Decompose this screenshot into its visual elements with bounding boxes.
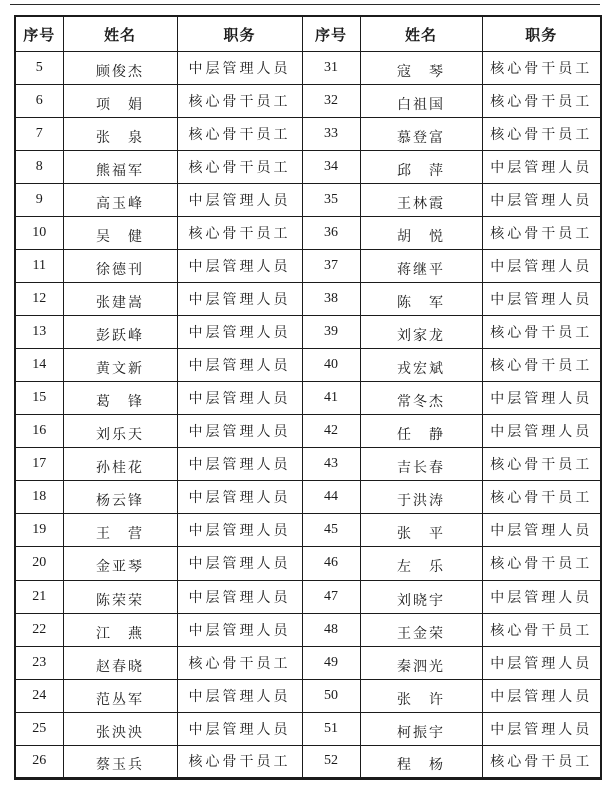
cell-serial-left: 23 [15,646,63,679]
cell-name-right: 柯振宇 [360,712,482,745]
cell-name-right: 常冬杰 [360,382,482,415]
cell-name-right: 刘晓宇 [360,580,482,613]
cell-name-left: 江 燕 [63,613,177,646]
table-row [15,316,601,349]
cell-name-right: 张 许 [360,679,482,712]
cell-serial-left: 6 [15,85,63,118]
cell-serial-right: 36 [302,217,360,250]
cell-serial-left: 5 [15,52,63,85]
cell-position-right: 核心骨干员工 [482,481,601,514]
cell-position-right: 中层管理人员 [482,679,601,712]
cell-serial-right: 52 [302,745,360,778]
cell-name-right: 程 杨 [360,745,482,778]
cell-name-left: 张 泉 [63,118,177,151]
cell-serial-left: 11 [15,250,63,283]
cell-serial-left: 19 [15,514,63,547]
cell-serial-left: 21 [15,580,63,613]
cell-position-right: 核心骨干员工 [482,613,601,646]
cell-name-left: 张建嵩 [63,283,177,316]
cell-serial-right: 34 [302,151,360,184]
cell-serial-left: 15 [15,382,63,415]
cell-position-right: 中层管理人员 [482,514,601,547]
table-row [15,547,601,580]
cell-name-left: 彭跃峰 [63,316,177,349]
cell-serial-left: 18 [15,481,63,514]
cell-serial-right: 41 [302,382,360,415]
cell-position-left: 核心骨干员工 [177,646,302,679]
cell-serial-left: 26 [15,745,63,778]
cell-name-right: 邱 萍 [360,151,482,184]
cell-position-left: 中层管理人员 [177,448,302,481]
cell-serial-right: 42 [302,415,360,448]
cell-name-left: 黄文新 [63,349,177,382]
cell-position-right: 中层管理人员 [482,712,601,745]
cell-name-left: 高玉峰 [63,184,177,217]
cell-serial-left: 8 [15,151,63,184]
cell-position-right: 中层管理人员 [482,382,601,415]
table-row [15,349,601,382]
cell-position-left: 中层管理人员 [177,349,302,382]
cell-serial-right: 45 [302,514,360,547]
cell-serial-left: 20 [15,547,63,580]
cell-position-left: 中层管理人员 [177,580,302,613]
table-row [15,514,601,547]
cell-position-left: 核心骨干员工 [177,118,302,151]
cell-serial-left: 24 [15,679,63,712]
cell-serial-right: 48 [302,613,360,646]
table-row [15,415,601,448]
cell-position-left: 中层管理人员 [177,184,302,217]
cell-position-right: 中层管理人员 [482,415,601,448]
table-row [15,448,601,481]
cell-position-right: 核心骨干员工 [482,52,601,85]
cell-name-right: 刘家龙 [360,316,482,349]
table-row [15,712,601,745]
cell-serial-right: 39 [302,316,360,349]
cell-name-right: 陈 军 [360,283,482,316]
cell-serial-right: 31 [302,52,360,85]
cell-name-right: 胡 悦 [360,217,482,250]
table-row [15,52,601,85]
header-position-right: 职务 [482,16,601,52]
cell-serial-right: 32 [302,85,360,118]
cell-position-right: 中层管理人员 [482,184,601,217]
cell-name-right: 王林霞 [360,184,482,217]
cell-serial-right: 40 [302,349,360,382]
cell-position-left: 核心骨干员工 [177,151,302,184]
cell-name-left: 孙桂花 [63,448,177,481]
cell-position-right: 核心骨干员工 [482,316,601,349]
cell-name-right: 王金荣 [360,613,482,646]
cell-serial-right: 46 [302,547,360,580]
cell-position-left: 核心骨干员工 [177,85,302,118]
cell-position-right: 中层管理人员 [482,283,601,316]
cell-name-left: 杨云锋 [63,481,177,514]
cell-position-left: 中层管理人员 [177,712,302,745]
cell-position-right: 中层管理人员 [482,580,601,613]
header-serial-left: 序号 [15,16,63,52]
cell-serial-right: 47 [302,580,360,613]
cell-name-left: 范丛军 [63,679,177,712]
cell-serial-right: 49 [302,646,360,679]
cell-name-left: 刘乐天 [63,415,177,448]
cell-serial-right: 37 [302,250,360,283]
cell-position-right: 核心骨干员工 [482,547,601,580]
cell-serial-left: 17 [15,448,63,481]
page-top-rule [10,4,600,5]
cell-name-right: 戎宏斌 [360,349,482,382]
cell-position-left: 中层管理人员 [177,547,302,580]
header-name-left: 姓名 [63,16,177,52]
cell-position-right: 核心骨干员工 [482,85,601,118]
cell-position-left: 中层管理人员 [177,316,302,349]
table-row [15,217,601,250]
cell-name-right: 于洪涛 [360,481,482,514]
cell-name-left: 顾俊杰 [63,52,177,85]
cell-serial-right: 51 [302,712,360,745]
cell-name-left: 项 娟 [63,85,177,118]
cell-serial-right: 38 [302,283,360,316]
cell-position-right: 中层管理人员 [482,646,601,679]
cell-position-left: 中层管理人员 [177,481,302,514]
cell-serial-left: 12 [15,283,63,316]
cell-name-left: 金亚琴 [63,547,177,580]
cell-serial-left: 14 [15,349,63,382]
cell-name-right: 寇 琴 [360,52,482,85]
header-serial-right: 序号 [302,16,360,52]
cell-name-right: 蒋继平 [360,250,482,283]
cell-serial-right: 44 [302,481,360,514]
table-row [15,151,601,184]
cell-position-right: 核心骨干员工 [482,448,601,481]
cell-serial-right: 35 [302,184,360,217]
table-row [15,481,601,514]
table-row [15,118,601,151]
personnel-roster-table [14,15,602,780]
cell-name-left: 赵春晓 [63,646,177,679]
cell-name-right: 慕登富 [360,118,482,151]
cell-name-left: 吴 健 [63,217,177,250]
cell-position-left: 中层管理人员 [177,382,302,415]
table-row [15,283,601,316]
header-position-left: 职务 [177,16,302,52]
table-row [15,679,601,712]
cell-position-left: 中层管理人员 [177,250,302,283]
cell-position-left: 中层管理人员 [177,514,302,547]
cell-name-left: 徐德刊 [63,250,177,283]
cell-position-right: 核心骨干员工 [482,118,601,151]
cell-name-right: 秦泗光 [360,646,482,679]
cell-serial-left: 9 [15,184,63,217]
cell-name-left: 葛 锋 [63,382,177,415]
cell-position-left: 中层管理人员 [177,283,302,316]
cell-name-right: 张 平 [360,514,482,547]
table-row [15,382,601,415]
cell-serial-right: 50 [302,679,360,712]
cell-serial-left: 13 [15,316,63,349]
cell-position-left: 中层管理人员 [177,679,302,712]
cell-name-right: 吉长春 [360,448,482,481]
cell-position-right: 中层管理人员 [482,250,601,283]
cell-serial-left: 10 [15,217,63,250]
cell-serial-left: 7 [15,118,63,151]
cell-position-left: 中层管理人员 [177,613,302,646]
table-row [15,250,601,283]
table-header-row [15,16,601,52]
cell-serial-right: 33 [302,118,360,151]
cell-position-left: 核心骨干员工 [177,745,302,778]
table-row [15,646,601,679]
header-name-right: 姓名 [360,16,482,52]
cell-position-left: 中层管理人员 [177,415,302,448]
table-row [15,613,601,646]
cell-serial-left: 16 [15,415,63,448]
table-row [15,580,601,613]
table-row [15,745,601,778]
table-body [15,52,601,779]
cell-name-left: 熊福军 [63,151,177,184]
cell-position-right: 核心骨干员工 [482,745,601,778]
cell-position-right: 核心骨干员工 [482,349,601,382]
cell-name-right: 任 静 [360,415,482,448]
cell-position-left: 核心骨干员工 [177,217,302,250]
table-row [15,85,601,118]
cell-position-left: 中层管理人员 [177,52,302,85]
cell-name-left: 王 营 [63,514,177,547]
cell-name-left: 蔡玉兵 [63,745,177,778]
cell-serial-right: 43 [302,448,360,481]
cell-serial-left: 25 [15,712,63,745]
cell-name-right: 左 乐 [360,547,482,580]
cell-name-left: 陈荣荣 [63,580,177,613]
cell-position-right: 核心骨干员工 [482,217,601,250]
cell-position-right: 中层管理人员 [482,151,601,184]
cell-serial-left: 22 [15,613,63,646]
table-row [15,184,601,217]
cell-name-left: 张泱泱 [63,712,177,745]
cell-name-right: 白祖国 [360,85,482,118]
